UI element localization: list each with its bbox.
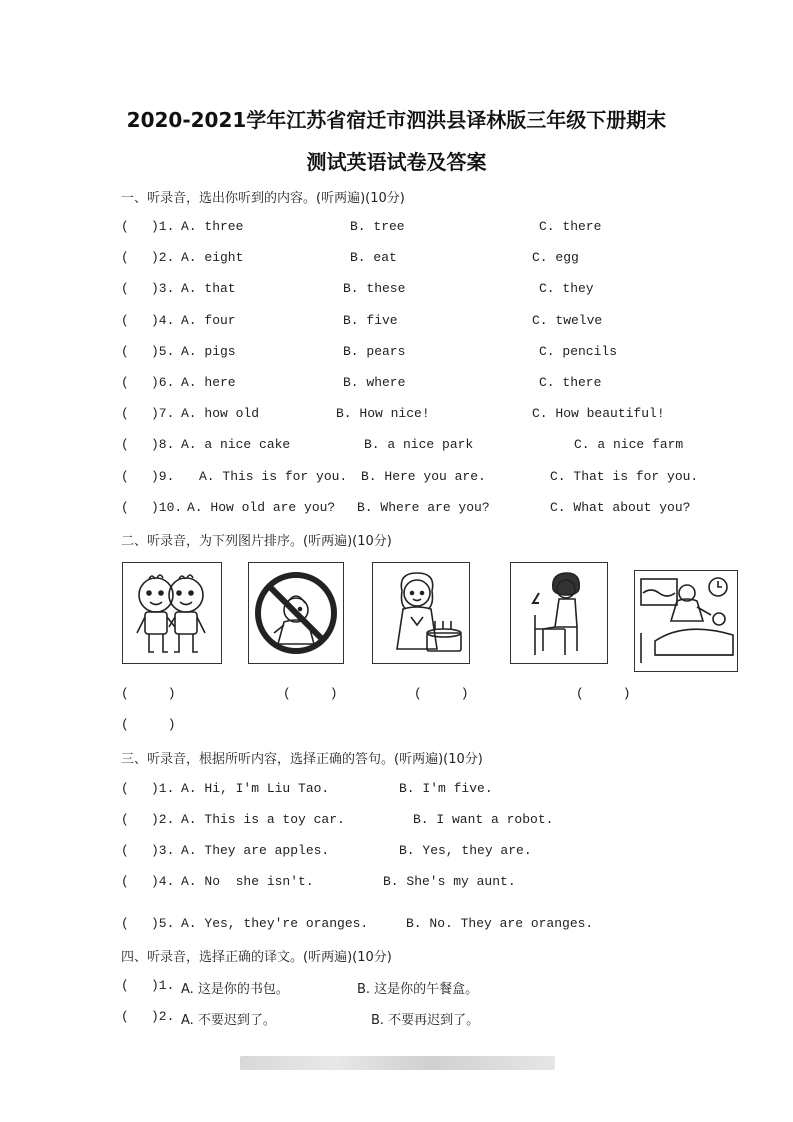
no-girl-sign-picture	[248, 562, 344, 664]
list-item: ( )2. A. 不要迟到了。 B. 不要再迟到了。	[121, 1009, 480, 1028]
answer-bracket-5[interactable]: ( )	[121, 717, 176, 732]
page-title: 2020-2021学年江苏省宿迁市泗洪县译林版三年级下册期末	[126, 108, 667, 132]
part1-heading: 一、听录音，选出你听到的内容。(听两遍)(10分)	[121, 191, 405, 206]
list-item: ( )1. A. 这是你的书包。 B. 这是你的午餐盒。	[121, 978, 479, 997]
girl-sitting-down-picture	[510, 562, 608, 664]
list-item: ( )1. A. three B. tree C. there	[121, 219, 602, 234]
part4-heading: 四、听录音，选择正确的译文。(听两遍)(10分)	[121, 950, 392, 965]
list-item: ( )7. A. how old B. How nice! C. How beautiful!	[121, 406, 665, 421]
twins-picture	[122, 562, 222, 664]
list-item: ( )6. A. here B. where C. there	[121, 375, 602, 390]
list-item: ( )5. A. Yes, they're oranges. B. No. They are oranges.	[121, 916, 594, 931]
answer-bracket-3[interactable]: ( )	[414, 686, 469, 701]
answer-bracket-2[interactable]: ( )	[283, 686, 338, 701]
list-item: ( )2. A. eight B. eat C. egg	[121, 250, 579, 265]
list-item: ( )4. A. No she isn't. B. She's my aunt.	[121, 874, 516, 889]
list-item: ( )10. A. How old are you? B. Where are you? C. What about you?	[121, 500, 691, 515]
answer-bracket-4[interactable]: ( )	[576, 686, 631, 701]
list-item: ( )2. A. This is a toy car. B. I want a robot.	[121, 812, 554, 827]
list-item: ( )8. A. a nice cake B. a nice park C. a nice farm	[121, 437, 684, 452]
part3-heading: 三、听录音，根据所听内容，选择正确的答句。(听两遍)(10分)	[121, 752, 483, 767]
list-item: ( )4. A. four B. five C. twelve	[121, 313, 603, 328]
list-item: ( )3. A. They are apples. B. Yes, they are.	[121, 843, 532, 858]
birthday-girl-picture	[372, 562, 470, 664]
part2-heading: 二、听录音，为下列图片排序。(听两遍)(10分)	[121, 534, 392, 549]
answer-bracket-1[interactable]: ( )	[121, 686, 176, 701]
list-item: ( )5. A. pigs B. pears C. pencils	[121, 344, 618, 359]
mother-child-bed-picture	[634, 570, 738, 672]
list-item: ( )3. A. that B. these C. they	[121, 281, 594, 296]
page-subtitle: 测试英语试卷及答案	[306, 150, 487, 174]
blurred-footer	[240, 1056, 555, 1070]
list-item: ( )9. A. This is for you. B. Here you are. C. That is for you.	[121, 469, 699, 484]
list-item: ( )1. A. Hi, I'm Liu Tao. B. I'm five.	[121, 781, 493, 796]
